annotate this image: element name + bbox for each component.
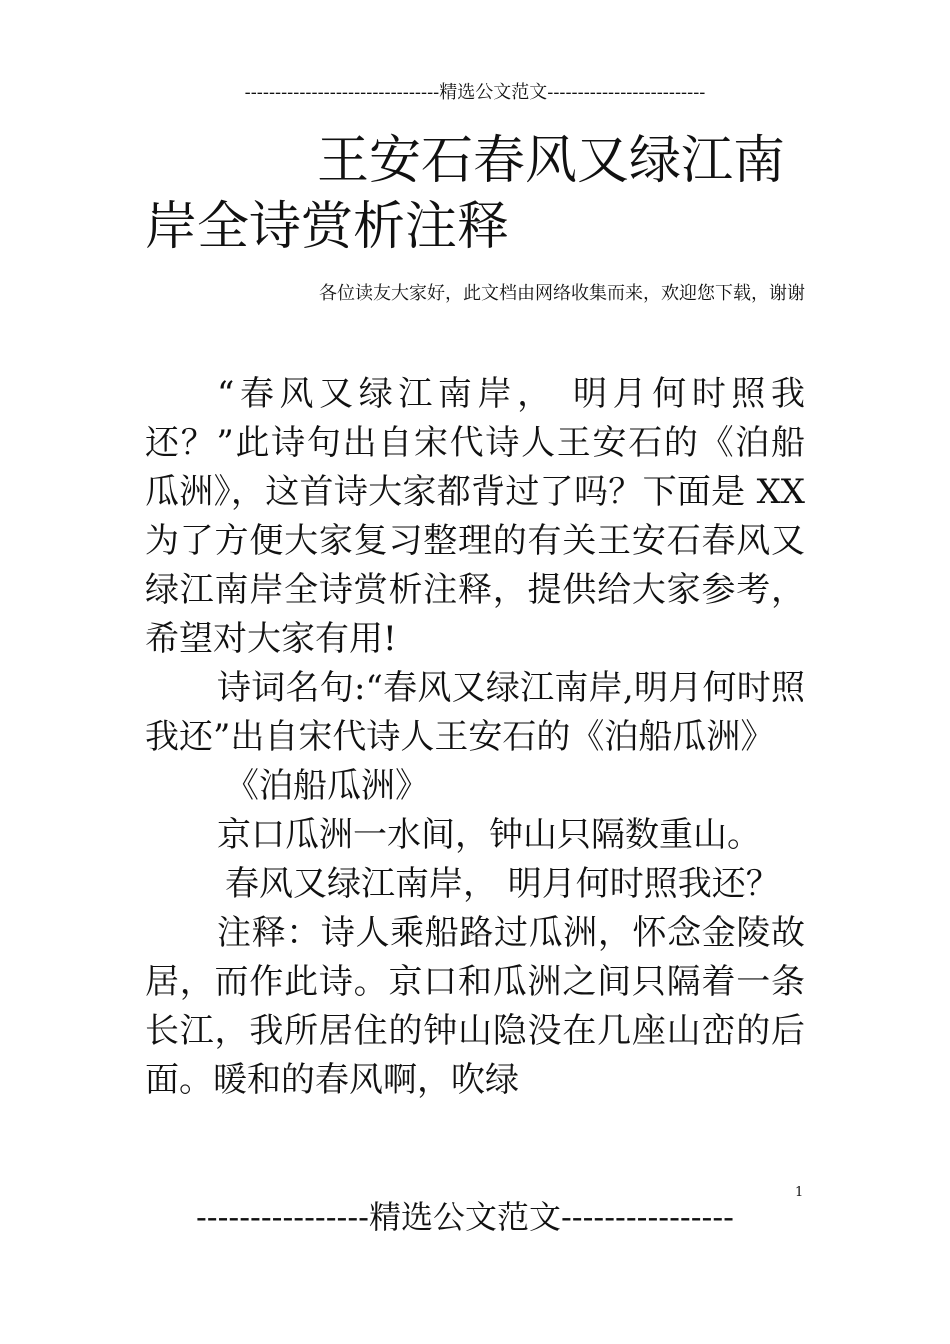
famous-line-paragraph: 诗词名句:“春风又绿江南岸,明月何时照我还”出自宋代诗人王安石的《泊船瓜洲》 — [145, 668, 805, 757]
page-number: 1 — [795, 1185, 804, 1200]
poem-line-1: 京口瓜洲一水间，钟山只隔数重山。 — [217, 815, 761, 855]
document-subtitle: 各位读友大家好，此文档由网络收集而来，欢迎您下载，谢谢 — [319, 283, 805, 304]
document-title: 王安石春风又绿江南岸全诗赏析注释 — [145, 131, 786, 257]
page-footer: ----------------精选公文范文---------------- — [195, 1198, 734, 1236]
intro-paragraph: “春风又绿江南岸， 明月何时照我还？”此诗句出自宋代诗人王安石的《泊船瓜洲》，这首诗大家都背过了吗？下面是 XX 为了方便大家复习整理的有关王安石春风又绿江南岸全诗赏析注释，提供给大家参考，希望对大家有用! — [145, 374, 805, 659]
poem-title: 《泊船瓜洲》 — [225, 766, 429, 806]
page-header: --------------------------------精选公文范文-------------------------- — [244, 82, 706, 103]
poem-line-2: 春风又绿江南岸， 明月何时照我还？ — [225, 864, 780, 904]
document-body — [145, 370, 805, 1105]
annotation-paragraph: 注释：诗人乘船路过瓜洲，怀念金陵故居，而作此诗。京口和瓜洲之间只隔着一条长江，我所居住的钟山隐没在几座山峦的后面。暖和的春风啊，吹绿 — [145, 913, 805, 1100]
